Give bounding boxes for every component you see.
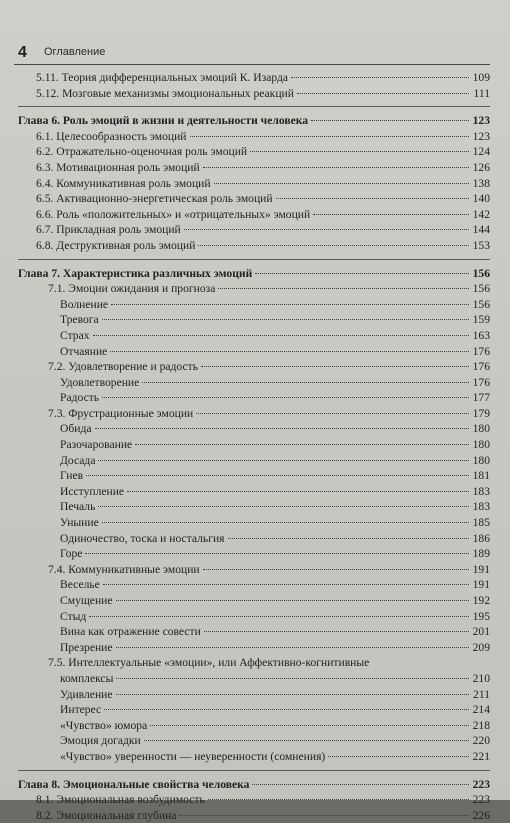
toc-entry-title: 6.2. Отражательно-оценочная роль эмоций xyxy=(36,145,248,159)
toc-entry xyxy=(18,531,490,547)
toc-page-number: 176 xyxy=(472,360,490,374)
dot-leader xyxy=(144,740,469,741)
dot-leader xyxy=(250,151,469,152)
toc-page-number: 223 xyxy=(472,793,490,807)
toc-entry-title: 6.4. Коммуникативная роль эмоций xyxy=(36,176,211,190)
dot-leader xyxy=(86,475,469,476)
toc-page-number: 214 xyxy=(472,703,490,717)
toc-page-number: 156 xyxy=(472,266,490,280)
toc-entry-title: 8.1. Эмоциональная возбудимость xyxy=(36,793,205,807)
dot-leader xyxy=(184,229,469,230)
dot-leader xyxy=(252,784,469,785)
toc-entry-title: Тревога xyxy=(60,313,99,327)
toc-entry-title: Гнев xyxy=(60,469,84,483)
toc-page-number: 211 xyxy=(473,687,490,701)
toc-entry xyxy=(18,546,490,562)
toc-entry-title: Разочарование xyxy=(60,438,133,452)
toc-entry xyxy=(18,484,490,500)
dot-leader xyxy=(203,167,469,168)
toc-page-number: 109 xyxy=(472,71,490,84)
toc-entry-title: 5.12. Мозговые механизмы эмоциональных реакций xyxy=(36,86,294,100)
toc-page-number: 186 xyxy=(472,531,490,545)
toc-entry-title: Обида xyxy=(60,422,92,436)
toc-page-number: 191 xyxy=(472,562,490,576)
toc-entry xyxy=(18,702,490,718)
toc-entry xyxy=(18,749,490,765)
toc-entry xyxy=(18,86,490,102)
toc-entry-title: 7.3. Фрустрационные эмоции xyxy=(48,406,194,420)
toc-page-number: 126 xyxy=(472,160,490,174)
dot-leader xyxy=(311,120,469,121)
page-header xyxy=(14,44,490,65)
toc-entry xyxy=(18,281,490,297)
toc-entry xyxy=(18,593,490,609)
toc-entry xyxy=(18,577,490,593)
toc-page-number: 210 xyxy=(472,671,490,685)
dot-leader xyxy=(116,694,470,695)
dot-leader xyxy=(203,569,469,570)
toc-entry-title: Веселье xyxy=(60,578,100,592)
toc-entry xyxy=(18,375,490,391)
toc-page-number: 180 xyxy=(472,422,490,436)
chapter-divider xyxy=(18,770,490,771)
dot-leader xyxy=(201,366,469,367)
dot-leader xyxy=(98,506,469,507)
toc-page-number: 163 xyxy=(472,328,490,342)
toc-entry xyxy=(18,421,490,437)
toc-entry xyxy=(18,176,490,192)
toc-entry xyxy=(18,297,490,313)
dot-leader xyxy=(95,428,469,429)
toc-page-number: 177 xyxy=(472,391,490,405)
toc-entry-title: Одиночество, тоска и ностальгия xyxy=(60,531,225,545)
toc-page-number: 153 xyxy=(472,238,490,252)
toc-page-number: 142 xyxy=(472,207,490,221)
dot-leader xyxy=(291,77,469,78)
toc-page-number: 180 xyxy=(472,438,490,452)
toc-entry-title: 6.8. Деструктивная роль эмоций xyxy=(36,238,196,252)
toc-page-number: 195 xyxy=(472,609,490,623)
dot-leader xyxy=(228,538,470,539)
toc-entry xyxy=(18,160,490,176)
toc-entry xyxy=(18,718,490,734)
dot-leader xyxy=(313,214,469,215)
toc-entry xyxy=(18,733,490,749)
toc-entry-title: 7.2. Удовлетворение и радость xyxy=(48,360,199,374)
toc-entry xyxy=(18,671,490,687)
toc-entry xyxy=(18,499,490,515)
toc-entry xyxy=(18,359,490,375)
toc-chapter xyxy=(18,113,490,129)
dot-leader xyxy=(276,198,469,199)
toc-entry-title: Вина как отражение совести xyxy=(60,625,201,639)
toc-entry-title: 6.5. Активационно-энергетическая роль эмоций xyxy=(36,192,273,206)
toc-entry-title: 6.1. Целесообразность эмоций xyxy=(36,129,187,143)
dot-leader xyxy=(196,413,469,414)
toc-entry-title: Глава 8. Эмоциональные свойства человека xyxy=(18,777,250,791)
toc-entry-title: «Чувство» уверенности — неуверенности (сомнения) xyxy=(60,749,326,763)
toc-entry-title: Смущение xyxy=(60,594,113,607)
toc-entry xyxy=(18,453,490,469)
toc-entry-title: Эмоция догадки xyxy=(60,734,141,748)
toc-page-number: 226 xyxy=(472,808,490,822)
toc-entry-title: «Чувство» юмора xyxy=(60,718,148,732)
toc-entry xyxy=(18,191,490,207)
toc-entry-title: Волнение xyxy=(60,297,109,311)
toc-entry xyxy=(18,144,490,160)
toc-entry-title: 6.3. Мотивационная роль эмоций xyxy=(36,160,200,174)
dot-leader xyxy=(116,647,469,648)
toc-entry xyxy=(18,328,490,344)
toc-page-number: 156 xyxy=(472,297,490,311)
toc-entry xyxy=(18,655,490,671)
dot-leader xyxy=(127,491,469,492)
dot-leader xyxy=(98,460,469,461)
toc-page-number: 144 xyxy=(472,223,490,237)
toc-page-number: 123 xyxy=(472,114,490,128)
dot-leader xyxy=(204,631,469,632)
toc-entry-title: Интерес xyxy=(60,703,102,717)
chapter-divider xyxy=(18,106,490,107)
toc-entry xyxy=(18,808,490,823)
toc-chapter xyxy=(18,266,490,282)
dot-leader xyxy=(190,136,470,137)
toc-entry-title: 6.6. Роль «положительных» и «отрицательных» эмоций xyxy=(36,207,311,221)
running-head: Оглавление xyxy=(44,46,106,58)
toc-entry-title: Радость xyxy=(60,391,100,405)
toc-entry-title: Стыд xyxy=(60,609,87,623)
toc-page-number: 185 xyxy=(472,516,490,530)
toc-entry-title: 6.7. Прикладная роль эмоций xyxy=(36,223,181,237)
toc-entry xyxy=(18,624,490,640)
dot-leader xyxy=(93,335,469,336)
toc-page-number: 140 xyxy=(472,192,490,206)
toc-page-number: 192 xyxy=(472,594,490,607)
toc-page-number: 220 xyxy=(472,734,490,748)
toc-entry-title: Презрение xyxy=(60,640,113,654)
toc-entry xyxy=(18,207,490,223)
dot-leader xyxy=(110,351,469,352)
dot-leader xyxy=(85,553,469,554)
toc-page-number: 181 xyxy=(472,469,490,483)
dot-leader xyxy=(297,93,469,94)
dot-leader xyxy=(218,288,469,289)
page-number: 4 xyxy=(18,44,27,61)
toc-entry xyxy=(18,129,490,145)
dot-leader xyxy=(116,678,469,679)
toc-entry xyxy=(18,515,490,531)
toc-entry xyxy=(18,222,490,238)
toc-entry-title: Уныние xyxy=(60,516,99,530)
toc-entry xyxy=(18,609,490,625)
toc-page-number: 176 xyxy=(472,375,490,389)
dot-leader xyxy=(102,397,469,398)
dot-leader xyxy=(103,584,469,585)
dot-leader xyxy=(104,709,469,710)
dot-leader xyxy=(214,183,469,184)
toc-entry-title: Страх xyxy=(60,328,90,342)
toc-entry-title: Удовлетворение xyxy=(60,375,140,389)
toc-page-number: 180 xyxy=(472,453,490,467)
dot-leader xyxy=(135,444,469,445)
dot-leader xyxy=(198,245,469,246)
toc-entry xyxy=(18,687,490,703)
toc-entry-title: 8.2. Эмоциональная глубина xyxy=(36,808,177,822)
toc-entry xyxy=(18,312,490,328)
toc-entry xyxy=(18,640,490,656)
toc-entry xyxy=(18,406,490,422)
toc-entry-title: Горе xyxy=(60,547,83,561)
toc-entry xyxy=(18,562,490,578)
toc-entry xyxy=(18,437,490,453)
toc-entry-title: Печаль xyxy=(60,500,96,514)
toc-entry-title: Отчаяние xyxy=(60,344,108,358)
dot-leader xyxy=(328,756,469,757)
chapter-divider xyxy=(18,259,490,260)
dot-leader xyxy=(89,616,469,617)
toc-page-number: 218 xyxy=(472,718,490,732)
toc-page-number: 183 xyxy=(472,500,490,514)
toc-page-number: 191 xyxy=(472,578,490,592)
toc-entry-title: Исступление xyxy=(60,484,125,498)
dot-leader xyxy=(179,815,469,816)
toc-entry-title: Глава 6. Роль эмоций в жизни и деятельности человека xyxy=(18,114,309,128)
toc-chapter xyxy=(18,777,490,793)
dot-leader xyxy=(102,319,469,320)
toc-page-number: 176 xyxy=(472,344,490,358)
toc-page-number: 138 xyxy=(472,176,490,190)
toc-page-number: 111 xyxy=(473,86,490,100)
table-of-contents xyxy=(18,70,490,823)
toc-entry xyxy=(18,238,490,254)
dot-leader xyxy=(102,522,469,523)
toc-entry-title: комплексы xyxy=(60,671,114,685)
toc-entry xyxy=(18,70,490,86)
toc-entry-title: Досада xyxy=(60,453,96,467)
toc-page-number: 223 xyxy=(472,777,490,791)
toc-page-number: 123 xyxy=(472,129,490,143)
dot-leader xyxy=(150,725,469,726)
toc-entry-title: Удивление xyxy=(60,687,113,701)
toc-page-number: 221 xyxy=(472,749,490,763)
toc-entry-title: 7.4. Коммуникативные эмоции xyxy=(48,562,200,576)
toc-page-number: 209 xyxy=(472,640,490,654)
toc-entry-title: 7.1. Эмоции ожидания и прогноза xyxy=(48,282,216,296)
toc-page-number: 201 xyxy=(472,625,490,639)
toc-page-number: 189 xyxy=(472,547,490,561)
toc-page-number: 179 xyxy=(472,406,490,420)
toc-entry-title: 7.5. Интеллектуальные «эмоции», или Аффективно-когнитивные xyxy=(48,656,370,670)
dot-leader xyxy=(142,382,469,383)
toc-entry xyxy=(18,468,490,484)
toc-entry-title: 5.11. Теория дифференциальных эмоций К. Изарда xyxy=(36,71,289,84)
toc-entry xyxy=(18,390,490,406)
toc-page-number: 124 xyxy=(472,145,490,159)
toc-page-number: 156 xyxy=(472,282,490,296)
toc-entry xyxy=(18,344,490,360)
toc-page-number: 183 xyxy=(472,484,490,498)
toc-entry-title: Глава 7. Характеристика различных эмоций xyxy=(18,266,253,280)
dot-leader xyxy=(111,304,469,305)
dot-leader xyxy=(116,600,470,601)
toc-page-number: 159 xyxy=(472,313,490,327)
dot-leader xyxy=(255,273,469,274)
